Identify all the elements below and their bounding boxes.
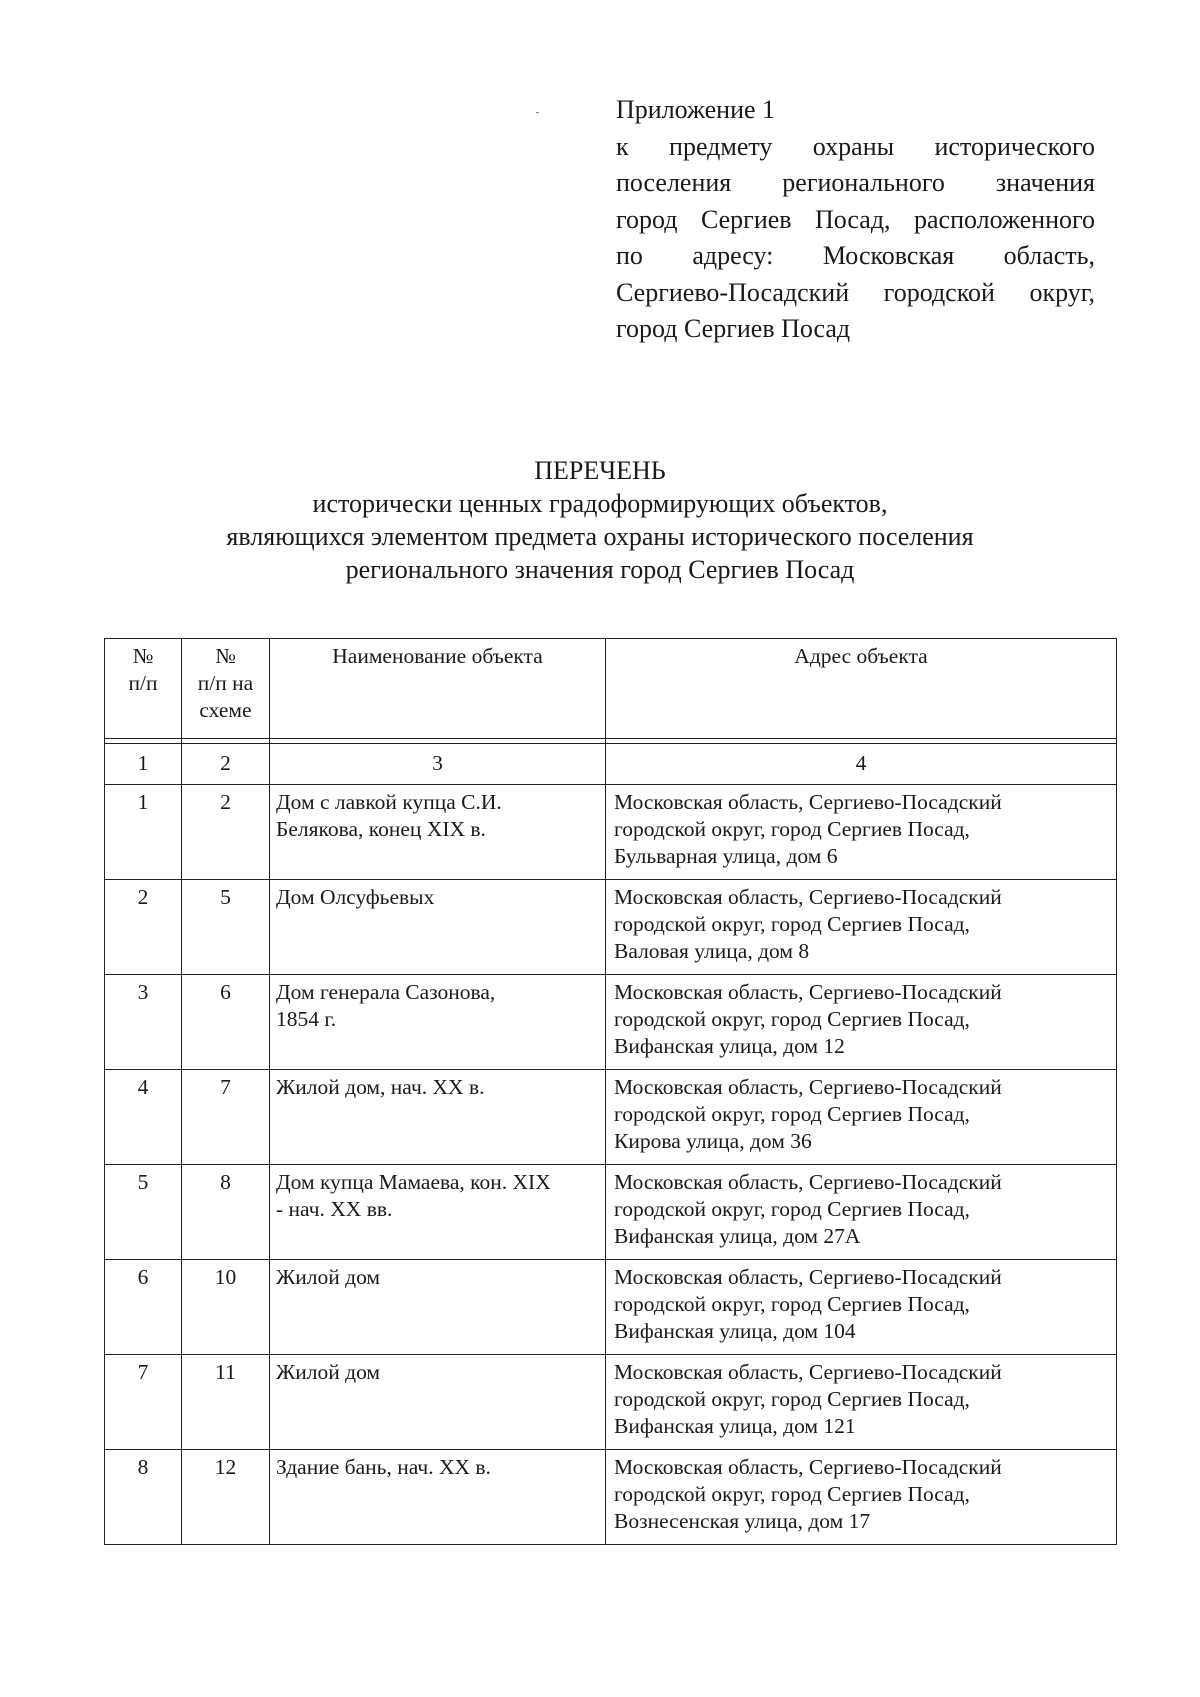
- object-name-line: - нач. XX вв.: [276, 1197, 393, 1221]
- scheme-number-cell: 2: [182, 785, 270, 880]
- table-row: [105, 880, 1117, 975]
- document-title: [100, 454, 1100, 586]
- header-object-address: [606, 639, 1117, 739]
- appendix-line: город Сергиев Посад: [616, 314, 851, 343]
- object-address-line: Вифанская улица, дом 12: [614, 1034, 845, 1058]
- object-address-line: городской округ, город Сергиев Посад,: [614, 912, 970, 936]
- column-number: 2: [182, 744, 270, 785]
- header-text: схеме: [199, 698, 252, 722]
- column-number: 1: [105, 744, 182, 785]
- row-number-cell: 8: [105, 1450, 182, 1545]
- table-row: [105, 975, 1117, 1070]
- object-address-line: Валовая улица, дом 8: [614, 939, 810, 963]
- title-line: исторически ценных градоформирующих объектов,: [312, 489, 888, 518]
- object-name-cell: [270, 785, 606, 880]
- object-name-cell: [270, 1165, 606, 1260]
- object-address-line: Московская область, Сергиево-Посадский: [614, 1360, 1002, 1384]
- scheme-number-cell: 12: [182, 1450, 270, 1545]
- appendix-line: поселения регионального значения: [616, 168, 1095, 197]
- object-name-line: Дом с лавкой купца С.И.: [276, 790, 502, 814]
- appendix-line: город Сергиев Посад, расположенного: [616, 204, 1095, 234]
- object-name-cell: [270, 1355, 606, 1450]
- header-text: п/п на: [197, 671, 254, 695]
- object-address-line: Вознесенская улица, дом 17: [614, 1509, 871, 1533]
- objects-table: [104, 638, 1117, 1545]
- object-address-line: городской округ, город Сергиев Посад,: [614, 1197, 970, 1221]
- object-address-cell: [606, 975, 1117, 1070]
- table-header-row: [105, 639, 1117, 739]
- object-name-line: Жилой дом: [276, 1265, 381, 1289]
- header-scheme-number: [182, 639, 270, 739]
- object-name-line: Дом Олсуфьевых: [276, 885, 435, 909]
- object-address-line: Вифанская улица, дом 27А: [614, 1224, 861, 1248]
- object-name-line: 1854 г.: [276, 1007, 337, 1031]
- object-address-line: Вифанская улица, дом 104: [614, 1319, 856, 1343]
- header-text: №: [132, 644, 154, 668]
- row-number-cell: 5: [105, 1165, 182, 1260]
- object-address-line: Московская область, Сергиево-Посадский: [614, 790, 1002, 814]
- appendix-line: Сергиево-Посадский городской округ,: [616, 277, 1095, 307]
- appendix-note: [616, 92, 1095, 348]
- appendix-line: Приложение 1: [616, 95, 776, 124]
- scheme-number-cell: 5: [182, 880, 270, 975]
- object-address-line: Бульварная улица, дом 6: [614, 844, 838, 868]
- scheme-number-cell: 11: [182, 1355, 270, 1450]
- header-text: п/п: [128, 671, 158, 695]
- object-address-line: Московская область, Сергиево-Посадский: [614, 885, 1002, 909]
- object-name-line: Дом купца Мамаева, кон. XIX: [276, 1170, 551, 1194]
- object-name-line: Здание бань, нач. XX в.: [276, 1455, 491, 1479]
- row-number-cell: 3: [105, 975, 182, 1070]
- object-address-cell: [606, 785, 1117, 880]
- table-row: [105, 1070, 1117, 1165]
- object-address-cell: [606, 1165, 1117, 1260]
- object-address-cell: [606, 1070, 1117, 1165]
- object-address-line: Московская область, Сергиево-Посадский: [614, 1455, 1002, 1479]
- table-row: [105, 1165, 1117, 1260]
- object-address-cell: [606, 1260, 1117, 1355]
- object-address-line: Московская область, Сергиево-Посадский: [614, 1265, 1002, 1289]
- object-address-line: городской округ, город Сергиев Посад,: [614, 1292, 970, 1316]
- header-row-number: [105, 639, 182, 739]
- scheme-number-cell: 10: [182, 1260, 270, 1355]
- object-address-line: Московская область, Сергиево-Посадский: [614, 980, 1002, 1004]
- row-number-cell: 4: [105, 1070, 182, 1165]
- scheme-number-cell: 7: [182, 1070, 270, 1165]
- object-address-line: Московская область, Сергиево-Посадский: [614, 1075, 1002, 1099]
- object-name-line: Жилой дом: [276, 1360, 381, 1384]
- table-row: [105, 1355, 1117, 1450]
- object-address-cell: [606, 880, 1117, 975]
- header-text: Наименование объекта: [332, 644, 543, 668]
- object-address-cell: [606, 1450, 1117, 1545]
- object-name-line: Белякова, конец XIX в.: [276, 817, 486, 841]
- object-name-cell: [270, 880, 606, 975]
- row-number-cell: 7: [105, 1355, 182, 1450]
- object-address-line: городской округ, город Сергиев Посад,: [614, 1007, 970, 1031]
- header-text: №: [215, 644, 236, 668]
- row-number-cell: 2: [105, 880, 182, 975]
- object-name-cell: [270, 975, 606, 1070]
- object-address-line: Вифанская улица, дом 121: [614, 1414, 856, 1438]
- object-address-line: Московская область, Сергиево-Посадский: [614, 1170, 1002, 1194]
- appendix-line: к предмету охраны исторического: [616, 131, 1095, 161]
- object-address-line: городской округ, город Сергиев Посад,: [614, 1102, 970, 1126]
- scheme-number-cell: 6: [182, 975, 270, 1070]
- object-address-line: городской округ, город Сергиев Посад,: [614, 1387, 970, 1411]
- row-number-cell: 1: [105, 785, 182, 880]
- header-object-name: [270, 639, 606, 739]
- object-name-line: Жилой дом, нач. XX в.: [276, 1075, 485, 1099]
- object-name-cell: [270, 1070, 606, 1165]
- title-line: являющихся элементом предмета охраны исторического поселения: [226, 522, 974, 551]
- row-number-cell: 6: [105, 1260, 182, 1355]
- header-text: Адрес объекта: [794, 644, 928, 668]
- object-address-line: городской округ, город Сергиев Посад,: [614, 1482, 970, 1506]
- column-number: 4: [606, 744, 1117, 785]
- object-name-line: Дом генерала Сазонова,: [276, 980, 496, 1004]
- title-heading: ПЕРЕЧЕНЬ: [534, 456, 666, 485]
- appendix-line: по адресу: Московская область,: [616, 241, 1095, 270]
- scheme-number-cell: 8: [182, 1165, 270, 1260]
- title-line: регионального значения город Сергиев Посад: [345, 555, 855, 584]
- object-address-line: Кирова улица, дом 36: [614, 1129, 812, 1153]
- table-row: [105, 785, 1117, 880]
- object-address-line: городской округ, город Сергиев Посад,: [614, 817, 970, 841]
- object-address-cell: [606, 1355, 1117, 1450]
- object-name-cell: [270, 1450, 606, 1545]
- object-name-cell: [270, 1260, 606, 1355]
- table-row: [105, 1260, 1117, 1355]
- scan-speck: [536, 112, 539, 113]
- column-number: 3: [270, 744, 606, 785]
- table-row: [105, 1450, 1117, 1545]
- column-numbers-row: [105, 744, 1117, 785]
